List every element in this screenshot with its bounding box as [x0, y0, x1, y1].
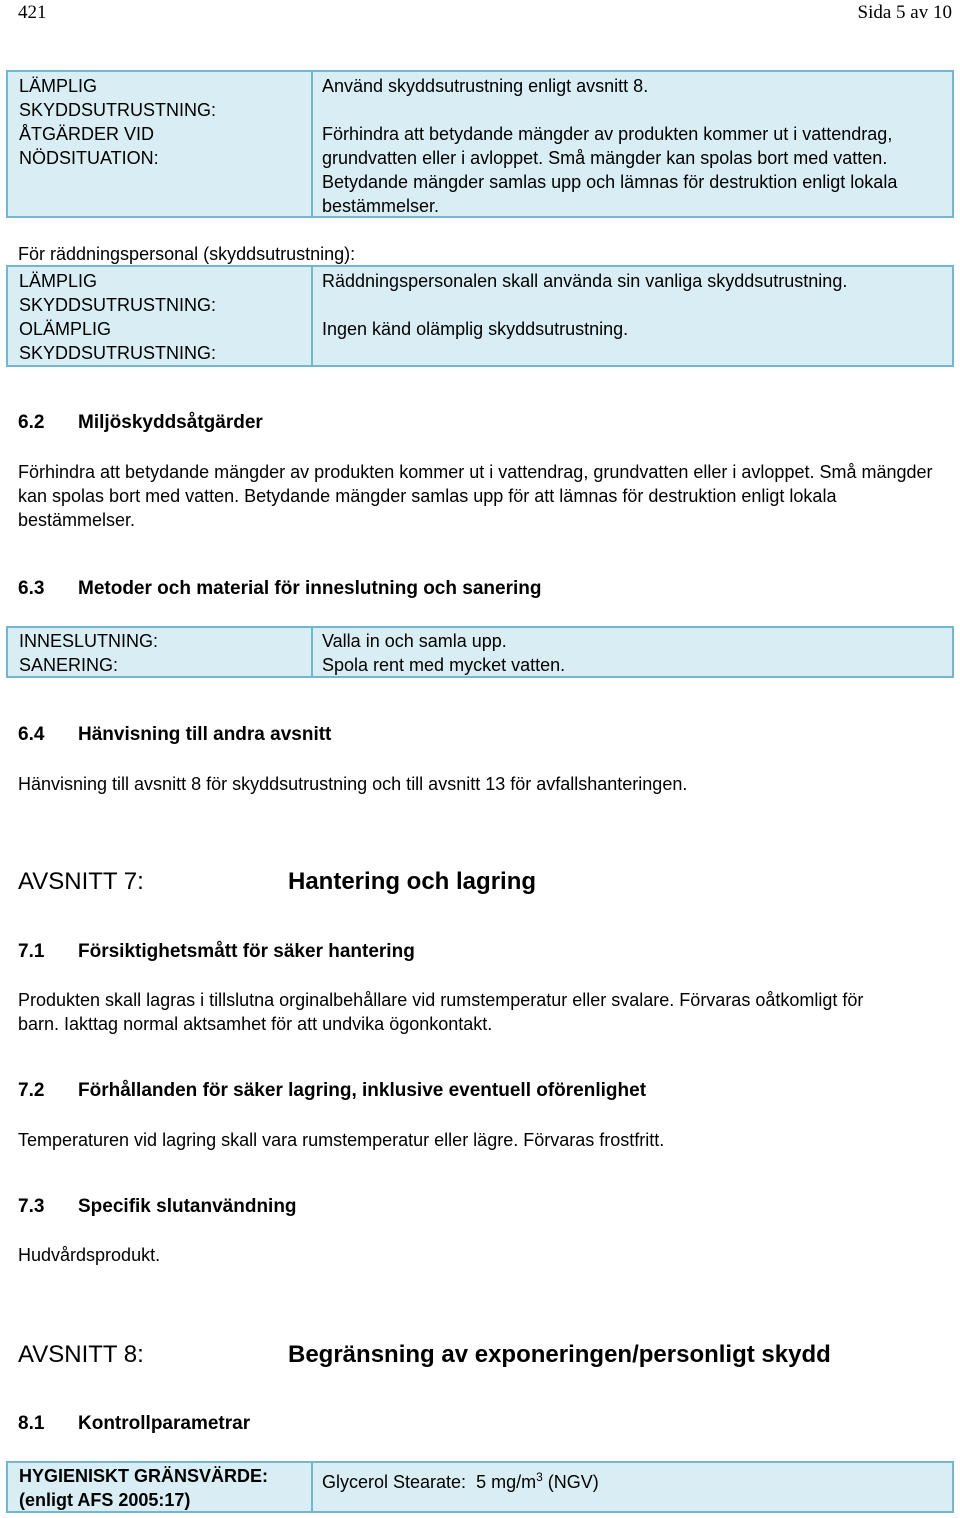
label-containment: INNESLUTNING: [19, 631, 159, 651]
section-number: 6.2 [18, 412, 45, 433]
section-heading-7-2 [18, 1080, 646, 1102]
value-unsuitable-equipment: Ingen känd olämplig skyddsutrustning. [322, 319, 629, 339]
section-heading-6-2 [18, 412, 263, 434]
section-text-7-1: Produkten skall lagras i tillslutna orginalbehållare vid rumstemperatur eller svalare. Förvaras oåtkomligt för barn. Iakttag normal aktsamhet för att undvika ögonkontakt. [18, 990, 864, 1034]
value-glycerol-stearate: Glycerol Stearate: 5 mg/m [322, 1472, 537, 1492]
section-number: 7.2 [18, 1080, 45, 1101]
table-row [8, 72, 952, 218]
section-heading-6-4 [18, 724, 331, 746]
value-suffix: (NGV) [542, 1472, 599, 1492]
section-number: 7.3 [18, 1196, 45, 1217]
rescue-heading: För räddningspersonal (skyddsutrustning): [18, 244, 356, 264]
value-suitable-equipment: Använd skyddsutrustning enligt avsnitt 8. [322, 76, 649, 96]
section-title: Hänvisning till andra avsnitt [78, 724, 332, 745]
chapter-heading-7 [18, 868, 537, 896]
value-containment: Valla in och samla upp. [322, 631, 507, 651]
section-title: Specifik slutanvändning [78, 1196, 297, 1217]
section-heading-6-3 [18, 578, 541, 600]
table-row [8, 628, 952, 677]
unit-superscript: 3 [536, 1470, 543, 1484]
chapter-title: Begränsning av exponeringen/personligt skydd [288, 1341, 831, 1368]
label-emergency-actions: ÅTGÄRDER VID NÖDSITUATION: [19, 124, 159, 168]
section-number: 6.4 [18, 724, 45, 745]
section-title: Miljöskyddsåtgärder [78, 412, 263, 433]
table-labels [8, 267, 313, 365]
value-suitable-equipment: Räddningspersonalen skall använda sin vanliga skyddsutrustning. [322, 271, 848, 291]
section-text-6-4: Hänvisning till avsnitt 8 för skyddsutrustning och till avsnitt 13 för avfallshanteringen. [18, 774, 688, 794]
label-cleanup: SANERING: [19, 655, 119, 675]
section-title: Förhållanden för säker lagring, inklusive eventuell oförenlighet [78, 1080, 647, 1101]
label-regulation: (enligt AFS 2005:17) [19, 1490, 191, 1510]
chapter-heading-8 [18, 1341, 831, 1369]
section-text-6-2: Förhindra att betydande mängder av produkten kommer ut i vattendrag, grundvatten eller i avloppet. Små mängder kan spolas bort med vatten. Betydande mängder samlas upp för att lämnas för destruktion enligt lokala bestämmelser. [18, 462, 933, 530]
value-emergency-actions: Förhindra att betydande mängder av produkten kommer ut i vattendrag, grundvatten eller i avloppet. Små mängder kan spolas bort med vatten. Betydande mängder samlas upp och lämnas för destruktion enligt lokala bestämmelser. [322, 124, 898, 216]
section-text-7-3: Hudvårdsprodukt. [18, 1245, 161, 1265]
section-text-7-2: Temperaturen vid lagring skall vara rumstemperatur eller lägre. Förvaras frostfritt. [18, 1130, 665, 1150]
table-values [313, 1463, 952, 1511]
containment-table [6, 626, 954, 678]
label-unsuitable-equipment: OLÄMPLIG SKYDDSUTRUSTNING: [19, 319, 217, 363]
section-heading-7-1 [18, 941, 415, 963]
section-number: 8.1 [18, 1413, 45, 1434]
label-suitable-equipment: LÄMPLIG SKYDDSUTRUSTNING: [19, 76, 217, 120]
section-number: 7.1 [18, 941, 45, 962]
table-values [313, 72, 952, 218]
table-labels [8, 1463, 313, 1511]
section-heading-8-1 [18, 1413, 250, 1435]
value-cleanup: Spola rent med mycket vatten. [322, 655, 566, 675]
table-labels [8, 72, 313, 216]
section-heading-7-3 [18, 1196, 297, 1218]
section-title: Metoder och material för inneslutning och sanering [78, 578, 542, 599]
table-labels [8, 628, 313, 676]
exposure-limits-table [6, 1461, 954, 1513]
section-title: Kontrollparametrar [78, 1413, 251, 1434]
personal-protection-table [6, 70, 954, 218]
chapter-label: AVSNITT 8: [18, 1341, 144, 1368]
table-values [313, 267, 952, 365]
section-number: 6.3 [18, 578, 45, 599]
rescue-protection-table [6, 265, 954, 367]
section-title: Försiktighetsmått för säker hantering [78, 941, 415, 962]
page-number: Sida 5 av 10 [857, 2, 952, 23]
table-row [8, 267, 952, 365]
label-suitable-equipment: LÄMPLIG SKYDDSUTRUSTNING: [19, 271, 217, 315]
chapter-label: AVSNITT 7: [18, 868, 144, 895]
label-hygienic-limit: HYGIENISKT GRÄNSVÄRDE: [19, 1466, 269, 1486]
table-values [313, 628, 952, 677]
page-ref: 421 [18, 2, 47, 23]
page-header [0, 0, 960, 26]
table-row [8, 1463, 952, 1511]
chapter-title: Hantering och lagring [288, 868, 537, 895]
